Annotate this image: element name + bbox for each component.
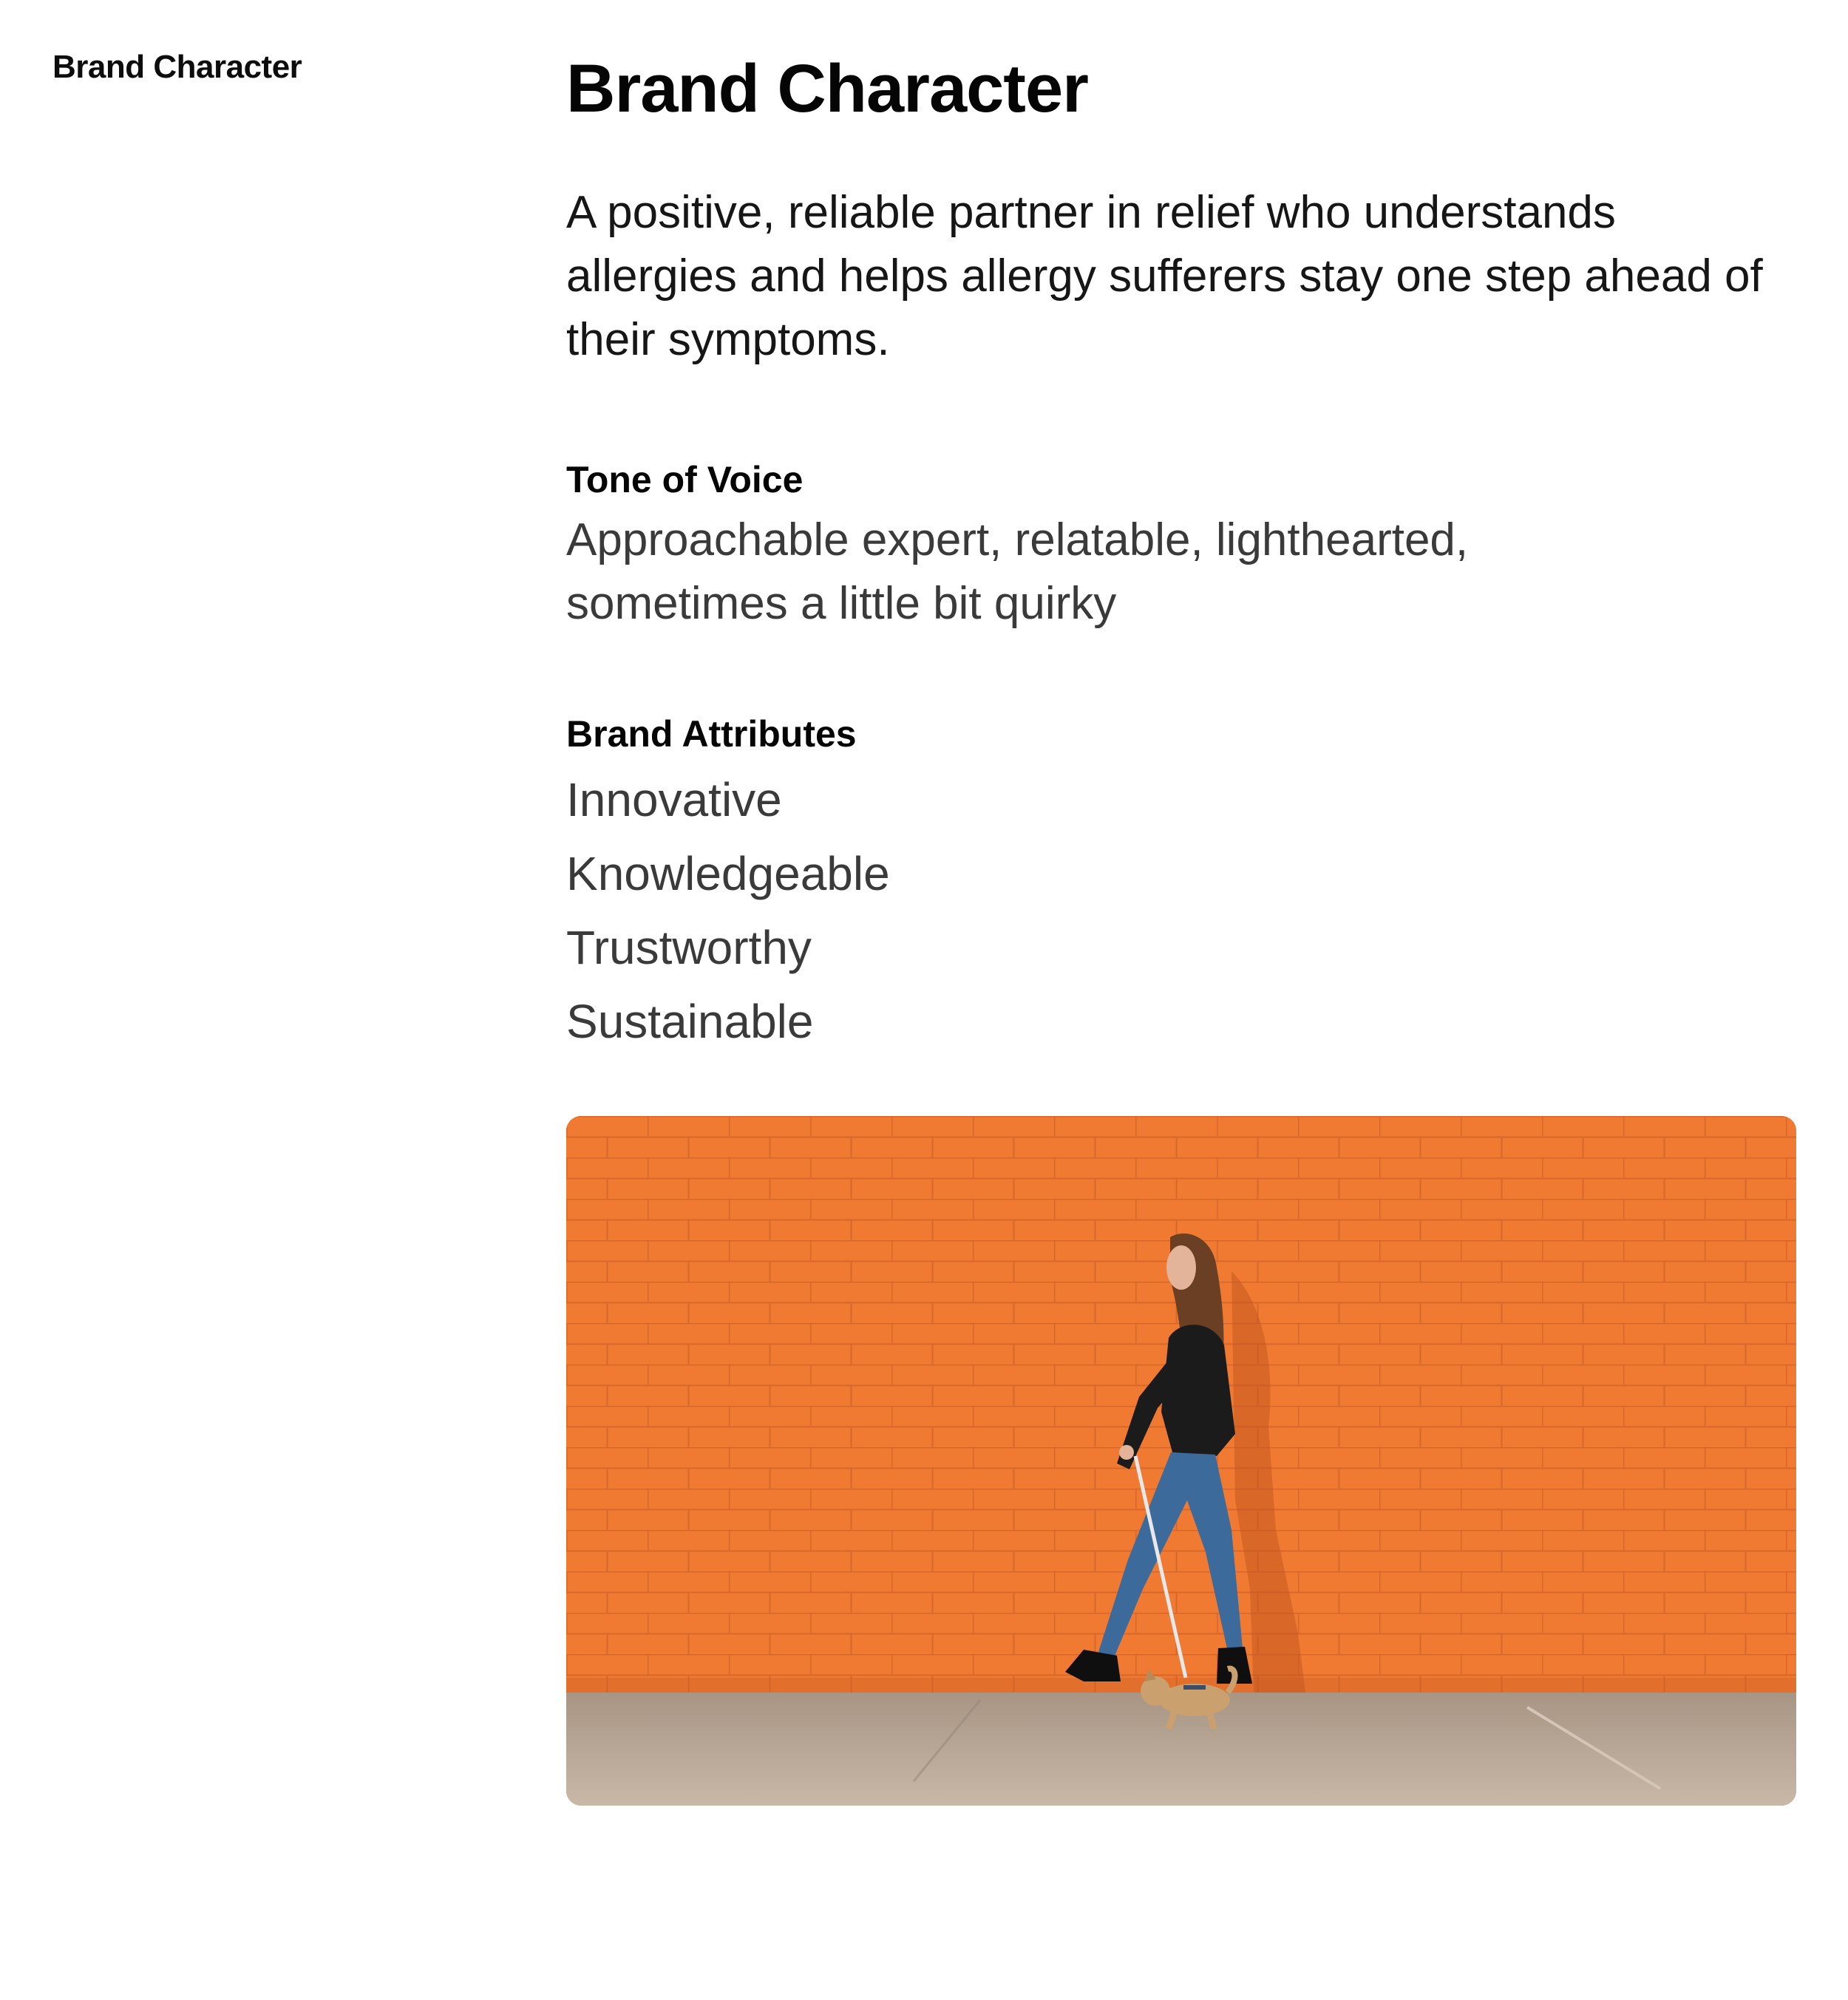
brand-attributes-label: Brand Attributes	[566, 713, 857, 755]
brand-attribute-item: Trustworthy	[566, 921, 812, 974]
intro-paragraph: A positive, reliable partner in relief who understands allergies and helps allergy sufferers stay one step ahead of their symptoms.	[566, 187, 1763, 365]
tone-of-voice-text: Approachable expert, relatable, lighthearted, sometimes a little bit quirky	[566, 514, 1469, 629]
brand-attribute-item: Innovative	[566, 773, 782, 826]
brand-attribute-item: Knowledgeable	[566, 847, 890, 900]
tone-of-voice-label: Tone of Voice	[566, 459, 804, 500]
hero-photo	[566, 1116, 1796, 1806]
brand-attribute-item: Sustainable	[566, 995, 814, 1048]
woman-walking-dog-photo	[566, 1116, 1796, 1806]
page-title: Brand Character	[566, 51, 1088, 126]
brand-attributes-list	[566, 763, 890, 1058]
sidebar-section-label[interactable]: Brand Character	[52, 49, 302, 85]
